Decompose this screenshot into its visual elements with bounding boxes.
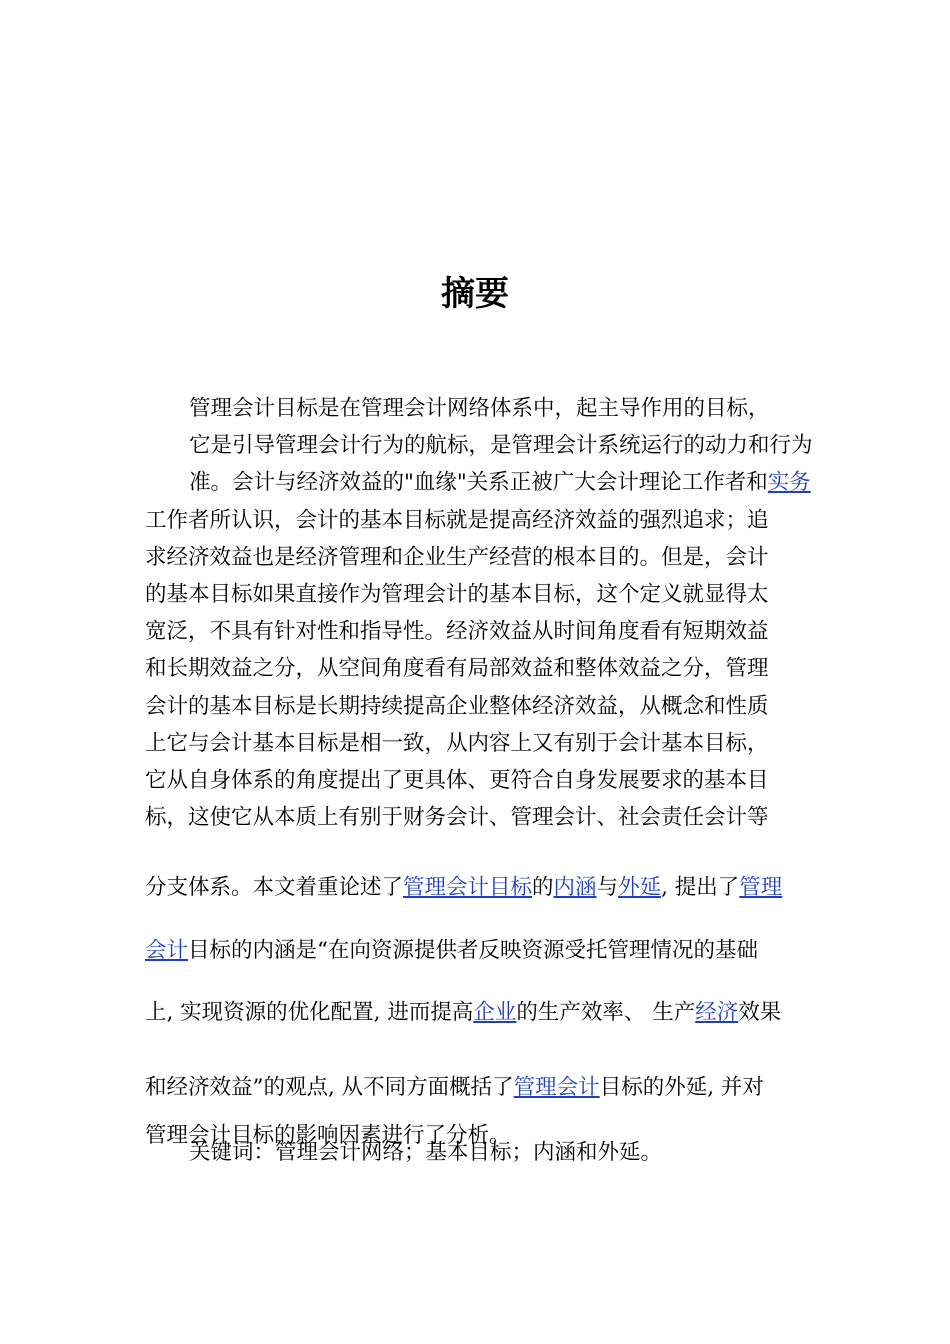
text-segment: 和经济效益”的观点, 从不同方面概括了 xyxy=(145,1074,514,1100)
link-management[interactable]: 管理 xyxy=(739,875,783,900)
text-line: 工作者所认识，会计的基本目标就是提高经济效益的强烈追求；追 xyxy=(145,507,769,533)
abstract-paragraph-2 xyxy=(145,857,805,1168)
link-enterprise[interactable]: 企业 xyxy=(473,1000,517,1025)
text-line: 宽泛，不具有针对性和指导性。经济效益从时间角度看有短期效益 xyxy=(145,619,769,645)
link-management-accounting-goal[interactable]: 管理会计目标 xyxy=(403,875,533,900)
text-segment: 目标的外延, 并对 xyxy=(599,1074,764,1100)
text-segment: , 提出了 xyxy=(661,875,740,900)
link-shiwu[interactable]: 实务 xyxy=(767,470,811,496)
link-extension[interactable]: 外延 xyxy=(618,875,662,900)
text-segment: 上, 实现资源的优化配置, 进而提高 xyxy=(145,1000,474,1025)
text-segment: 效果 xyxy=(738,1000,782,1025)
text-line: 标，这使它从本质上有别于财务会计、管理会计、社会责任会计等 xyxy=(145,805,769,831)
text-line: 会计的基本目标是长期持续提高企业整体经济效益，从概念和性质 xyxy=(145,693,769,719)
text-line xyxy=(145,464,811,501)
text-line: 求经济效益也是经济管理和企业生产经营的根本目的。但是，会计 xyxy=(145,544,769,570)
text-segment: 的生产效率、 生产 xyxy=(516,1000,696,1025)
text-segment: 准。会计与经济效益的"血缘"关系正被广大会计理论工作者和 xyxy=(189,470,768,496)
link-management-accounting[interactable]: 管理会计 xyxy=(513,1074,600,1100)
text-line xyxy=(145,920,805,983)
text-line: 上它与会计基本目标是相一致，从内容上又有别于会计基本目标， xyxy=(145,730,769,756)
text-line: 它从自身体系的角度提出了更具体、更符合自身发展要求的基本目 xyxy=(145,768,769,794)
text-line: 的基本目标如果直接作为管理会计的基本目标，这个定义就显得太 xyxy=(145,582,769,608)
text-segment: 与 xyxy=(596,875,619,900)
text-line: 和长期效益之分，从空间角度看有局部效益和整体效益之分，管理 xyxy=(145,656,769,682)
text-line: 管理会计目标是在管理会计网络体系中，起主导作用的目标， xyxy=(189,396,770,421)
link-connotation[interactable]: 内涵 xyxy=(553,875,597,900)
page-title: 摘要 xyxy=(441,274,509,314)
abstract-paragraph-1 xyxy=(145,390,813,836)
text-segment: 目标的内涵是“在向资源提供者反映资源受托管理情况的基础 xyxy=(188,937,759,963)
link-economy[interactable]: 经济 xyxy=(695,1000,739,1025)
text-line: 它是引导管理会计行为的航标，是管理会计系统运行的动力和行为 xyxy=(189,433,813,459)
link-accounting[interactable]: 会计 xyxy=(145,937,189,963)
text-line xyxy=(145,857,805,920)
keywords: 关键词：管理会计网络；基本目标；内涵和外延。 xyxy=(189,1140,663,1165)
text-line xyxy=(145,982,805,1045)
text-segment: 的 xyxy=(532,875,554,900)
text-line: 管理会计目标的影响因素进行了分析。 xyxy=(145,1123,511,1148)
text-segment: 分支体系。本文着重论述了 xyxy=(145,875,404,900)
